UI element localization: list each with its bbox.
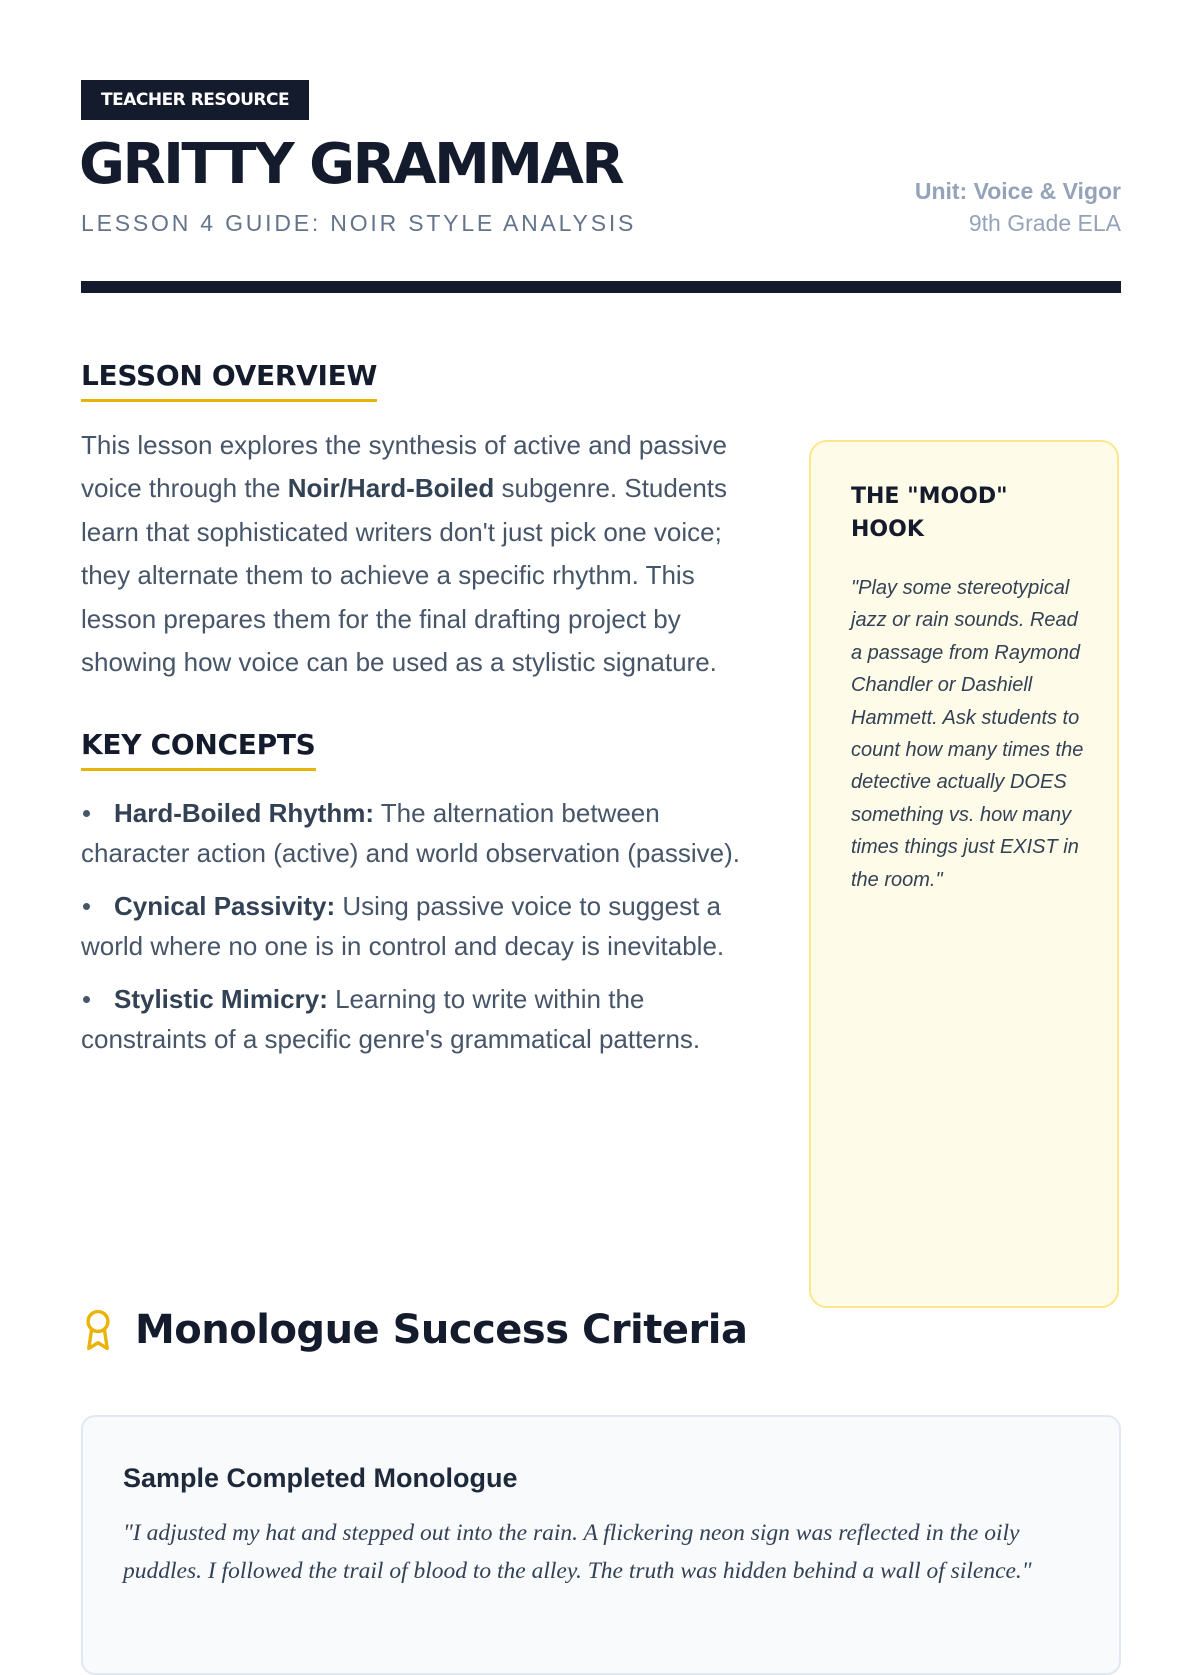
left-column	[81, 360, 761, 1072]
lesson-overview-section	[81, 360, 761, 684]
hook-title: THE "MOOD" HOOK	[851, 484, 1008, 542]
concept-description: Learning to write within the constraints of a specific genre's grammatical patterns.	[81, 984, 701, 1055]
grade-level: 9th Grade ELA	[968, 210, 1121, 236]
sample-text: "I adjusted my hat and stepped out into the rain. A flickering neon sign was reflected in the oily puddles. I followed the trail of blood to the alley. The truth was hidden behind a wall of silence."	[123, 1520, 1032, 1584]
resource-tag: TEACHER RESOURCE	[81, 80, 309, 120]
page-title: GRITTY GRAMMAR	[79, 132, 622, 197]
concept-description: The alternation between character action (active) and world observation (passive).	[81, 798, 740, 869]
header-divider	[81, 281, 1121, 293]
overview-text	[81, 424, 761, 684]
concept-term: Stylistic Mimicry:	[114, 984, 328, 1015]
bullet-icon	[83, 996, 90, 1003]
sample-monologue-card	[81, 1415, 1121, 1675]
key-concepts-section	[81, 729, 761, 1059]
page-subtitle: LESSON 4 GUIDE: NOIR STYLE ANALYSIS	[81, 210, 637, 236]
page	[79, 80, 1121, 1584]
concept-item	[81, 793, 761, 873]
criteria-heading-row	[81, 1305, 747, 1355]
concept-term: Cynical Passivity:	[114, 891, 336, 922]
unit-info	[915, 175, 1121, 239]
concept-item	[81, 979, 761, 1059]
unit-name: Unit: Voice & Vigor	[914, 178, 1121, 204]
concept-item	[81, 886, 761, 966]
hook-quote: "Play some stereotypical jazz or rain sounds. Read a passage from Raymond Chandler or Dashiell Hammett. Ask students to count how many times the detective actually DOES something vs. how many times things just EXIST in the room."	[851, 577, 1084, 891]
header	[81, 80, 1121, 292]
overview-text-emphasis: Noir/Hard-Boiled	[287, 473, 495, 504]
bullet-icon	[83, 903, 90, 910]
criteria-title: Monologue Success Criteria	[135, 1307, 748, 1353]
overview-heading: LESSON OVERVIEW	[81, 360, 377, 402]
concept-term: Hard-Boiled Rhythm:	[114, 798, 374, 829]
overview-text-rest: subgenre. Students learn that sophisticated writers don't just pick one voice; they alternate them to achieve a specific rhythm. This lesson prepares them for the final drafting project by showing how voice can be used as a stylistic signature.	[81, 473, 727, 678]
concepts-heading: KEY CONCEPTS	[81, 729, 316, 771]
concept-list	[81, 793, 761, 1059]
award-icon	[81, 1308, 115, 1352]
overview-text-intro: This lesson explores the synthesis of active and passive voice through the	[81, 430, 728, 504]
concept-description: Using passive voice to suggest a world where no one is in control and decay is inevitable.	[81, 891, 725, 962]
sample-title: Sample Completed Monologue	[123, 1463, 518, 1493]
mood-hook-card	[809, 440, 1119, 1308]
bullet-icon	[83, 810, 90, 817]
